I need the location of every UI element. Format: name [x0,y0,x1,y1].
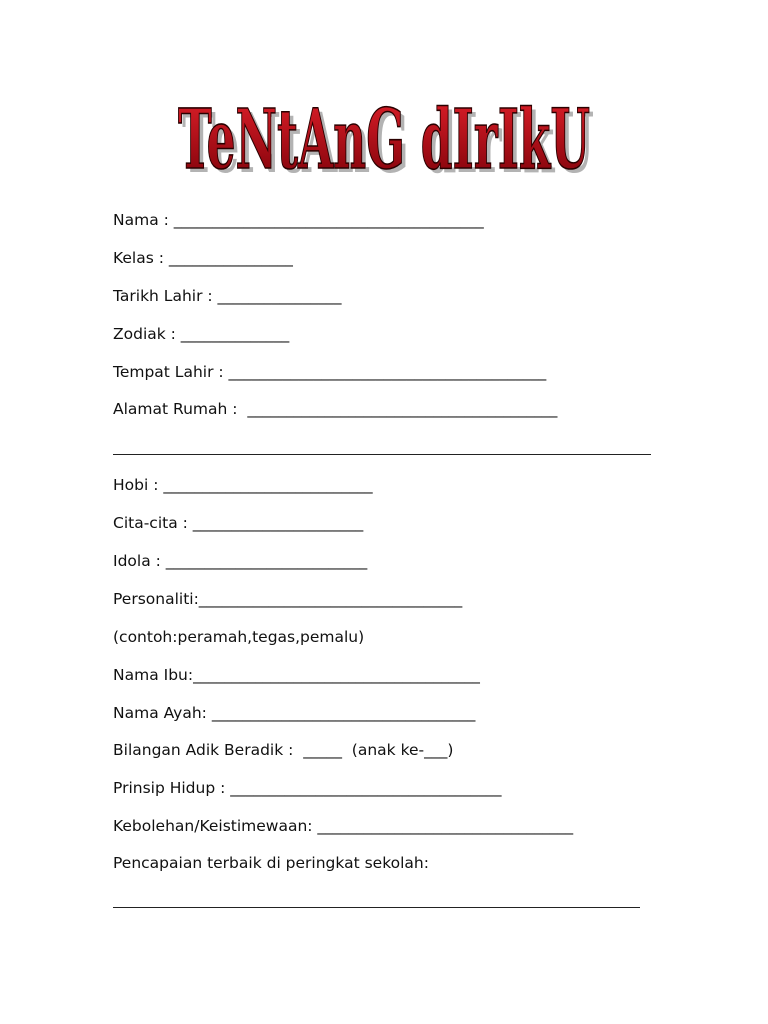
field-idola: Idola : __________________________ [113,552,368,570]
field-personaliti: Personaliti:__________________________________ [113,590,463,608]
field-kelas: Kelas : ________________ [113,249,293,267]
field-bilangan-adik-beradik: Bilangan Adik Beradik : _____ (anak ke-___) [113,741,454,759]
field-hobi: Hobi : ___________________________ [113,476,373,494]
field-alamat-rumah: Alamat Rumah : ________________________________________ [113,400,558,418]
field-nama: Nama : ________________________________________ [113,211,484,229]
title-text: TeNtAnG dIrIkU [178,92,590,188]
title-wordart [0,82,768,197]
title-shadow: TeNtAnG dIrIkU [182,96,594,192]
pencapaian-answer-line [113,907,640,908]
field-zodiak: Zodiak : ______________ [113,325,290,343]
field-cita-cita: Cita-cita : ______________________ [113,514,364,532]
field-nama-ayah: Nama Ayah: __________________________________ [113,704,476,722]
field-nama-ibu: Nama Ibu:_____________________________________ [113,666,480,684]
alamat-continuation-line [113,454,651,455]
page-title [0,82,768,197]
field-pencapaian: Pencapaian terbaik di peringkat sekolah: [113,854,429,872]
field-prinsip-hidup: Prinsip Hidup : ___________________________________ [113,779,502,797]
personaliti-example-note: (contoh:peramah,tegas,pemalu) [113,628,365,646]
field-tarikh-lahir: Tarikh Lahir : ________________ [113,287,342,305]
field-kebolehan: Kebolehan/Keistimewaan: _________________________________ [113,817,574,835]
field-tempat-lahir: Tempat Lahir : _________________________________________ [113,363,547,381]
